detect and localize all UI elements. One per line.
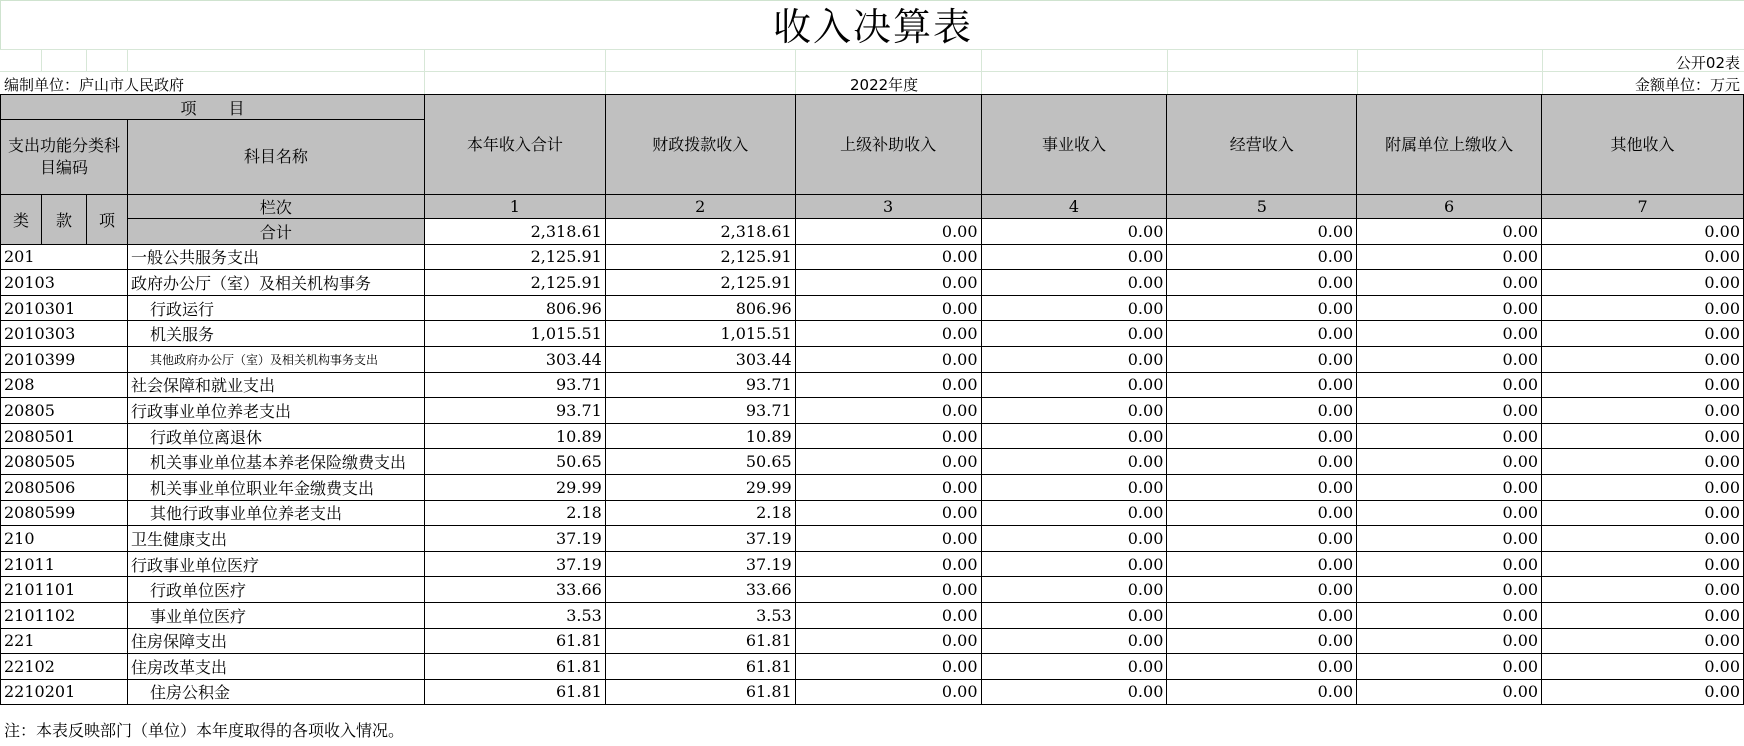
- total-cell: 0.00: [1167, 219, 1357, 245]
- row-value: 0.00: [1542, 449, 1744, 475]
- row-value: 0.00: [1542, 244, 1744, 270]
- table-row: [1, 654, 1744, 680]
- total-cell: 0.00: [1542, 219, 1744, 245]
- header-col-4: 事业收入: [981, 95, 1167, 195]
- row-subject-name: 机关事业单位职业年金缴费支出: [127, 474, 424, 500]
- table-row: [1, 526, 1744, 552]
- row-value: 3.53: [605, 602, 795, 628]
- row-value: 0.00: [795, 628, 981, 654]
- col-number-5: 5: [1167, 195, 1357, 219]
- table-row: [1, 372, 1744, 398]
- col-number-4: 4: [981, 195, 1167, 219]
- row-value: 0.00: [1167, 270, 1357, 296]
- total-cell: 0.00: [1357, 219, 1542, 245]
- row-value: 0.00: [1542, 551, 1744, 577]
- row-value: 0.00: [1542, 372, 1744, 398]
- row-value: 10.89: [605, 423, 795, 449]
- row-value: 0.00: [981, 398, 1167, 424]
- row-value: 0.00: [981, 295, 1167, 321]
- row-value: 0.00: [981, 372, 1167, 398]
- row-value: 37.19: [605, 551, 795, 577]
- header-col-3: 上级补助收入: [795, 95, 981, 195]
- row-subject-name: 政府办公厅（室）及相关机构事务: [127, 270, 424, 296]
- gridline: [41, 49, 42, 71]
- row-value: 93.71: [424, 372, 605, 398]
- row-value: 61.81: [424, 628, 605, 654]
- col-number-1: 1: [424, 195, 605, 219]
- row-value: 0.00: [1542, 295, 1744, 321]
- header-col-6: 附属单位上缴收入: [1357, 95, 1542, 195]
- row-value: 0.00: [981, 449, 1167, 475]
- row-value: 0.00: [795, 372, 981, 398]
- row-subject-name: 住房公积金: [127, 679, 424, 705]
- row-value: 0.00: [795, 346, 981, 372]
- row-code: 2010303: [1, 321, 128, 347]
- row-code: 208: [1, 372, 128, 398]
- row-value: 1,015.51: [605, 321, 795, 347]
- row-value: 0.00: [1167, 577, 1357, 603]
- row-subject-name: 事业单位医疗: [127, 602, 424, 628]
- table-row: [1, 346, 1744, 372]
- row-value: 0.00: [1357, 423, 1542, 449]
- row-code: 2210201: [1, 679, 128, 705]
- gridline: [0, 71, 1744, 72]
- row-subject-name: 其他政府办公厅（室）及相关机构事务支出: [127, 346, 424, 372]
- row-value: 37.19: [605, 526, 795, 552]
- row-value: 0.00: [1167, 244, 1357, 270]
- row-value: 806.96: [424, 295, 605, 321]
- row-value: 0.00: [1357, 270, 1542, 296]
- row-value: 0.00: [1542, 628, 1744, 654]
- row-value: 0.00: [1542, 654, 1744, 680]
- header-col-2: 财政拨款收入: [605, 95, 795, 195]
- row-value: 0.00: [1542, 346, 1744, 372]
- row-value: 0.00: [1167, 346, 1357, 372]
- row-subject-name: 其他行政事业单位养老支出: [127, 500, 424, 526]
- row-value: 0.00: [1167, 321, 1357, 347]
- table-row: [1, 398, 1744, 424]
- table-row: [1, 679, 1744, 705]
- row-value: 0.00: [1542, 270, 1744, 296]
- row-value: 0.00: [981, 654, 1167, 680]
- row-value: 0.00: [1542, 321, 1744, 347]
- row-value: 0.00: [1167, 474, 1357, 500]
- header-kuan: 款: [41, 195, 86, 245]
- header-xiang: 项: [86, 195, 127, 245]
- table-row: [1, 449, 1744, 475]
- col-number-7: 7: [1542, 195, 1744, 219]
- row-value: 0.00: [1167, 500, 1357, 526]
- row-code: 22102: [1, 654, 128, 680]
- row-value: 2,125.91: [424, 244, 605, 270]
- row-value: 0.00: [1167, 295, 1357, 321]
- row-subject-name: 卫生健康支出: [127, 526, 424, 552]
- row-value: 0.00: [981, 474, 1167, 500]
- row-value: 0.00: [795, 551, 981, 577]
- row-value: 0.00: [981, 321, 1167, 347]
- gridline: [605, 49, 606, 94]
- fiscal-year: 2022年度: [850, 76, 919, 94]
- row-value: 0.00: [1167, 654, 1357, 680]
- row-value: 50.65: [424, 449, 605, 475]
- table-row: [1, 551, 1744, 577]
- row-value: 0.00: [1542, 423, 1744, 449]
- row-subject-name: 机关服务: [127, 321, 424, 347]
- row-value: 0.00: [981, 577, 1167, 603]
- header-col-7: 其他收入: [1542, 95, 1744, 195]
- table-row: [1, 602, 1744, 628]
- row-code: 2101101: [1, 577, 128, 603]
- header-item: 项 目: [1, 95, 425, 120]
- row-value: 0.00: [1357, 500, 1542, 526]
- row-subject-name: 一般公共服务支出: [127, 244, 424, 270]
- table-row: [1, 270, 1744, 296]
- row-value: 0.00: [1542, 679, 1744, 705]
- row-value: 0.00: [1357, 577, 1542, 603]
- header-col-5: 经营收入: [1167, 95, 1357, 195]
- row-value: 0.00: [981, 500, 1167, 526]
- row-value: 0.00: [1167, 449, 1357, 475]
- row-value: 0.00: [795, 500, 981, 526]
- row-value: 0.00: [1357, 602, 1542, 628]
- total-cell: 0.00: [981, 219, 1167, 245]
- row-value: 0.00: [795, 449, 981, 475]
- row-value: 0.00: [795, 423, 981, 449]
- row-code: 2080501: [1, 423, 128, 449]
- row-value: 0.00: [981, 270, 1167, 296]
- page-title: 收入决算表: [0, 0, 1744, 50]
- row-subject-name: 行政事业单位养老支出: [127, 398, 424, 424]
- gridline: [1357, 49, 1358, 94]
- row-value: 0.00: [1357, 628, 1542, 654]
- row-value: 0.00: [981, 346, 1167, 372]
- row-code: 2080506: [1, 474, 128, 500]
- col-number-6: 6: [1357, 195, 1542, 219]
- row-value: 0.00: [1357, 654, 1542, 680]
- row-value: 0.00: [1357, 551, 1542, 577]
- row-code: 20805: [1, 398, 128, 424]
- row-value: 2.18: [424, 500, 605, 526]
- row-value: 0.00: [795, 526, 981, 552]
- row-value: 0.00: [795, 679, 981, 705]
- row-value: 29.99: [424, 474, 605, 500]
- row-value: 61.81: [605, 679, 795, 705]
- row-code: 21011: [1, 551, 128, 577]
- row-value: 50.65: [605, 449, 795, 475]
- row-subject-name: 行政单位离退休: [127, 423, 424, 449]
- row-code: 2010301: [1, 295, 128, 321]
- row-code: 2080505: [1, 449, 128, 475]
- row-value: 29.99: [605, 474, 795, 500]
- table-row: [1, 295, 1744, 321]
- compiling-unit: 编制单位：庐山市人民政府: [4, 76, 185, 94]
- header-func-code: 支出功能分类科目编码: [1, 120, 128, 195]
- row-subject-name: 行政事业单位医疗: [127, 551, 424, 577]
- row-value: 0.00: [795, 244, 981, 270]
- gridline: [0, 49, 1744, 50]
- row-value: 0.00: [795, 654, 981, 680]
- row-value: 37.19: [424, 551, 605, 577]
- row-value: 2,125.91: [605, 244, 795, 270]
- row-value: 0.00: [981, 679, 1167, 705]
- gridline: [86, 49, 87, 71]
- row-value: 0.00: [795, 577, 981, 603]
- row-code: 201: [1, 244, 128, 270]
- row-code: 221: [1, 628, 128, 654]
- row-value: 0.00: [1542, 602, 1744, 628]
- gridline: [127, 49, 128, 71]
- total-cell: 0.00: [795, 219, 981, 245]
- row-subject-name: 住房改革支出: [127, 654, 424, 680]
- row-value: 0.00: [795, 295, 981, 321]
- row-value: 0.00: [1542, 474, 1744, 500]
- row-value: 61.81: [605, 654, 795, 680]
- row-value: 0.00: [1357, 346, 1542, 372]
- col-number-2: 2: [605, 195, 795, 219]
- row-value: 0.00: [1357, 295, 1542, 321]
- row-value: 0.00: [981, 602, 1167, 628]
- total-label: 合计: [127, 219, 424, 245]
- row-value: 0.00: [1542, 398, 1744, 424]
- row-value: 303.44: [605, 346, 795, 372]
- row-subject-name: 住房保障支出: [127, 628, 424, 654]
- row-value: 93.71: [605, 372, 795, 398]
- gridline: [424, 49, 425, 94]
- row-value: 806.96: [605, 295, 795, 321]
- row-value: 3.53: [424, 602, 605, 628]
- table-code: 公开02表: [1675, 54, 1740, 72]
- row-subject-name: 机关事业单位基本养老保险缴费支出: [127, 449, 424, 475]
- row-value: 61.81: [605, 628, 795, 654]
- row-value: 10.89: [424, 423, 605, 449]
- table-row: [1, 474, 1744, 500]
- col-number-3: 3: [795, 195, 981, 219]
- gridline: [795, 49, 796, 94]
- total-row: [1, 219, 1744, 245]
- row-value: 33.66: [605, 577, 795, 603]
- header-subject-name: 科目名称: [127, 120, 424, 195]
- money-unit: 金额单位：万元: [1634, 76, 1740, 94]
- row-subject-name: 社会保障和就业支出: [127, 372, 424, 398]
- row-value: 0.00: [981, 423, 1167, 449]
- row-value: 93.71: [605, 398, 795, 424]
- row-code: 210: [1, 526, 128, 552]
- header-col-1: 本年收入合计: [424, 95, 605, 195]
- row-subject-name: 行政运行: [127, 295, 424, 321]
- footnote: 注：本表反映部门（单位）本年度取得的各项收入情况。: [4, 721, 405, 740]
- row-value: 0.00: [1357, 474, 1542, 500]
- gridline: [981, 49, 982, 94]
- row-value: 0.00: [1167, 628, 1357, 654]
- row-value: 2.18: [605, 500, 795, 526]
- table-row: [1, 628, 1744, 654]
- row-value: 0.00: [1167, 398, 1357, 424]
- row-value: 0.00: [1167, 602, 1357, 628]
- row-code: 2010399: [1, 346, 128, 372]
- row-value: 0.00: [795, 321, 981, 347]
- row-value: 0.00: [795, 602, 981, 628]
- row-value: 61.81: [424, 679, 605, 705]
- row-value: 0.00: [1167, 551, 1357, 577]
- row-value: 0.00: [981, 628, 1167, 654]
- header-lei: 类: [1, 195, 42, 245]
- table-row: [1, 500, 1744, 526]
- row-value: 0.00: [795, 270, 981, 296]
- row-value: 0.00: [1357, 372, 1542, 398]
- row-value: 0.00: [1167, 423, 1357, 449]
- table-row: [1, 321, 1744, 347]
- row-value: 37.19: [424, 526, 605, 552]
- row-value: 0.00: [981, 526, 1167, 552]
- row-value: 0.00: [1542, 577, 1744, 603]
- header-lanci: 栏次: [127, 195, 424, 219]
- row-code: 20103: [1, 270, 128, 296]
- row-value: 0.00: [1357, 449, 1542, 475]
- row-value: 33.66: [424, 577, 605, 603]
- total-cell: 2,318.61: [424, 219, 605, 245]
- row-code: 2101102: [1, 602, 128, 628]
- table-row: [1, 423, 1744, 449]
- row-value: 0.00: [1357, 679, 1542, 705]
- total-cell: 2,318.61: [605, 219, 795, 245]
- row-value: 303.44: [424, 346, 605, 372]
- row-value: 0.00: [981, 244, 1167, 270]
- row-value: 0.00: [1167, 526, 1357, 552]
- row-subject-name: 行政单位医疗: [127, 577, 424, 603]
- row-value: 0.00: [1357, 398, 1542, 424]
- row-value: 61.81: [424, 654, 605, 680]
- gridline: [1167, 49, 1168, 94]
- row-value: 2,125.91: [424, 270, 605, 296]
- table-row: [1, 577, 1744, 603]
- row-value: 0.00: [1167, 372, 1357, 398]
- row-value: 0.00: [1542, 500, 1744, 526]
- income-table: [0, 94, 1744, 705]
- table-row: [1, 244, 1744, 270]
- row-value: 0.00: [1357, 244, 1542, 270]
- row-code: 2080599: [1, 500, 128, 526]
- gridline: [1542, 49, 1543, 94]
- row-value: 0.00: [981, 551, 1167, 577]
- row-value: 0.00: [1357, 321, 1542, 347]
- row-value: 0.00: [1167, 679, 1357, 705]
- row-value: 1,015.51: [424, 321, 605, 347]
- row-value: 0.00: [1357, 526, 1542, 552]
- row-value: 93.71: [424, 398, 605, 424]
- row-value: 2,125.91: [605, 270, 795, 296]
- row-value: 0.00: [795, 398, 981, 424]
- row-value: 0.00: [1542, 526, 1744, 552]
- row-value: 0.00: [795, 474, 981, 500]
